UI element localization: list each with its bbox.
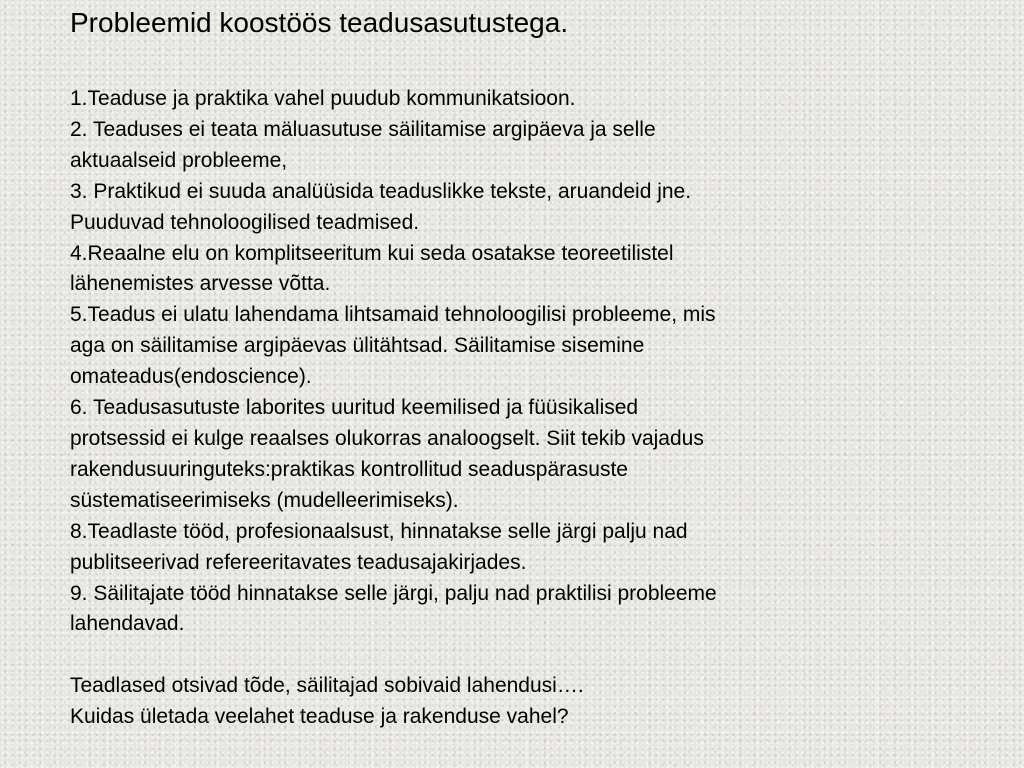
problem-line: omateadus(endoscience).: [70, 365, 312, 389]
slide-content: [70, 6, 870, 733]
problem-line: protsessid ei kulge reaalses olukorras analoogselt. Siit tekib vajadus: [70, 426, 704, 450]
problem-line: lahendavad.: [70, 612, 185, 636]
closing-line: Teadlased otsivad tõde, säilitajad sobivaid lahendusi….: [70, 674, 584, 698]
spacer: [70, 40, 870, 84]
problem-line: 4.Reaalne elu on komplitseeritum kui seda osatakse teoreetilistel: [70, 241, 674, 265]
problem-line: Puuduvad tehnoloogilised teadmised.: [70, 210, 420, 234]
problem-line: 9. Säilitajate tööd hinnatakse selle järgi, palju nad praktilisi probleeme: [70, 581, 717, 605]
problem-line: 1.Teaduse ja praktika vahel puudub kommunikatsioon.: [70, 87, 576, 110]
problem-line: rakendusuuringuteks:praktikas kontrollitud seaduspärasuste: [70, 457, 628, 481]
slide-title: Probleemid koostöös teadusasutustega.: [70, 7, 569, 38]
background-seam: [875, 0, 876, 768]
problem-line: aga on säilitamise argipäevas ülitähtsad. Säilitamise sisemine: [70, 334, 645, 358]
closing-remarks: [70, 671, 870, 733]
problem-list: [70, 84, 870, 640]
problem-line: 5.Teadus ei ulatu lahendama lihtsamaid tehnoloogilisi probleeme, mis: [70, 303, 716, 327]
problem-line: 6. Teadusasutuste laborites uuritud keemilised ja füüsikalised: [70, 396, 639, 420]
closing-question: Kuidas ületada veelahet teaduse ja rakenduse vahel?: [70, 705, 569, 729]
problem-line: süstematiseerimiseks (mudelleerimiseks).: [70, 488, 459, 512]
problem-line: aktuaalseid probleeme,: [70, 148, 288, 172]
problem-line: publitseerivad refereeritavates teadusajakirjades.: [70, 550, 527, 574]
problem-line: 2. Teaduses ei teata mäluasutuse säilitamise argipäeva ja selle: [70, 117, 656, 141]
problem-line: 8.Teadlaste tööd, profesionaalsust, hinnatakse selle järgi palju nad: [70, 519, 688, 543]
spacer: [70, 640, 870, 671]
problem-line: 3. Praktikud ei suuda analüüsida teaduslikke tekste, aruandeid jne.: [70, 179, 692, 203]
problem-line: lähenemistes arvesse võtta.: [70, 272, 331, 296]
